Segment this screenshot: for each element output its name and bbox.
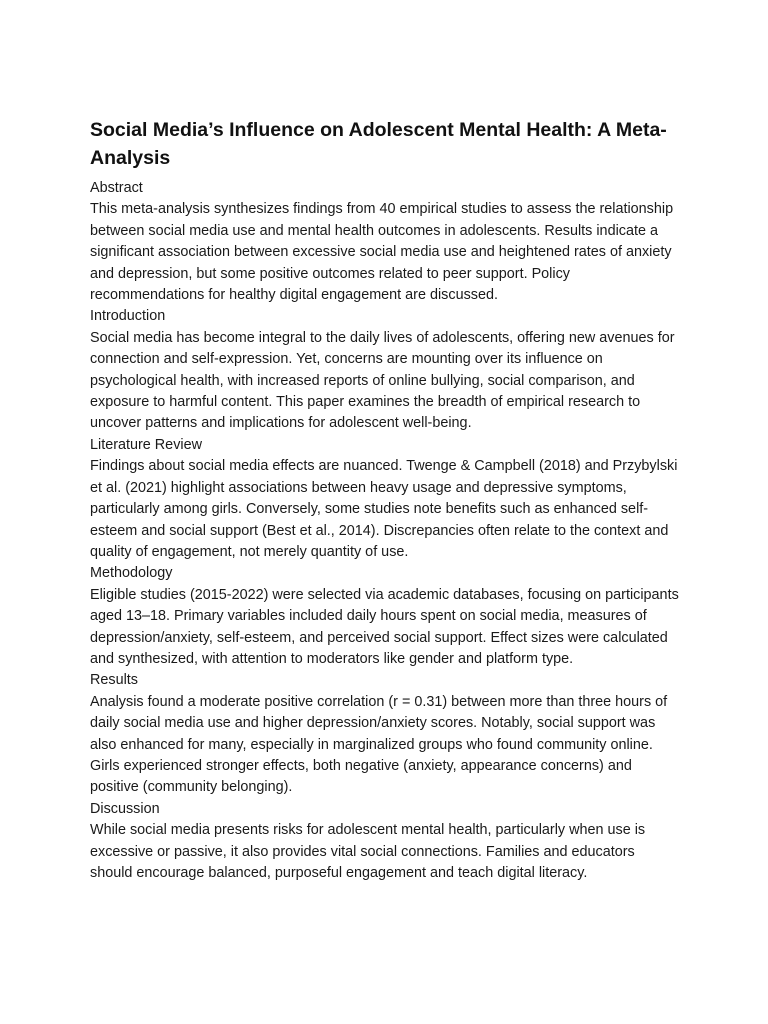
section-body-literature-review: Findings about social media effects are nuanced. Twenge & Campbell (2018) and Przybylski et al. (2021) highlight associations between heavy usage and depressive symptoms, particularly among girls. Conversely, some studies note benefits such as enhanced self-esteem and social support (Best et al., 2014). Discrepancies often relate to the context and quality of engagement, not merely quantity of use. (90, 458, 678, 560)
section-body-introduction: Social media has become integral to the daily lives of adolescents, offering new avenues for connection and self-expression. Yet, concerns are mounting over its influence on psychological health, with increased reports of online bullying, social comparison, and exposure to harmful content. This paper examines the breadth of empirical research to uncover patterns and implications for adolescent well-being. (90, 329, 675, 432)
section-body-discussion: While social media presents risks for adolescent mental health, particularly when use is excessive or passive, it also provides vital social connections. Families and educators should encourage balanced, purposeful engagement and teach digital literacy. (90, 822, 646, 881)
document-page (90, 116, 680, 884)
section-heading-literature-review: Literature Review (90, 436, 202, 453)
section-results (90, 670, 680, 798)
section-abstract (90, 178, 680, 306)
section-introduction (90, 306, 680, 434)
document-title: Social Media’s Influence on Adolescent Mental Health: A Meta-Analysis (90, 119, 667, 169)
section-body-results: Analysis found a moderate positive correlation (r = 0.31) between more than three hours of daily social media use and higher depression/anxiety scores. Notably, social support was also enhanced for many, especially in marginalized groups who found community online. Girls experienced stronger effects, both negative (anxiety, appearance concerns) and positive (community belonging). (90, 693, 668, 796)
section-heading-results: Results (90, 672, 138, 689)
section-heading-introduction: Introduction (90, 308, 166, 325)
section-body-abstract: This meta-analysis synthesizes findings from 40 empirical studies to assess the relationship between social media use and mental health outcomes in adolescents. Results indicate a significant association between excessive social media use and heightened rates of anxiety and depression, but some positive outcomes related to peer support. Policy recommendations for healthy digital engagement are discussed. (90, 201, 674, 304)
section-body-methodology: Eligible studies (2015-2022) were selected via academic databases, focusing on participants aged 13–18. Primary variables included daily hours spent on social media, measures of depression/anxiety, self-esteem, and perceived social support. Effect sizes were calculated and synthesized, with attention to moderators like gender and platform type. (90, 586, 679, 667)
section-heading-abstract: Abstract (90, 180, 143, 196)
section-heading-discussion: Discussion (90, 800, 160, 817)
section-discussion (90, 799, 680, 885)
section-literature-review (90, 435, 680, 563)
section-heading-methodology: Methodology (90, 565, 173, 582)
section-methodology (90, 563, 680, 670)
